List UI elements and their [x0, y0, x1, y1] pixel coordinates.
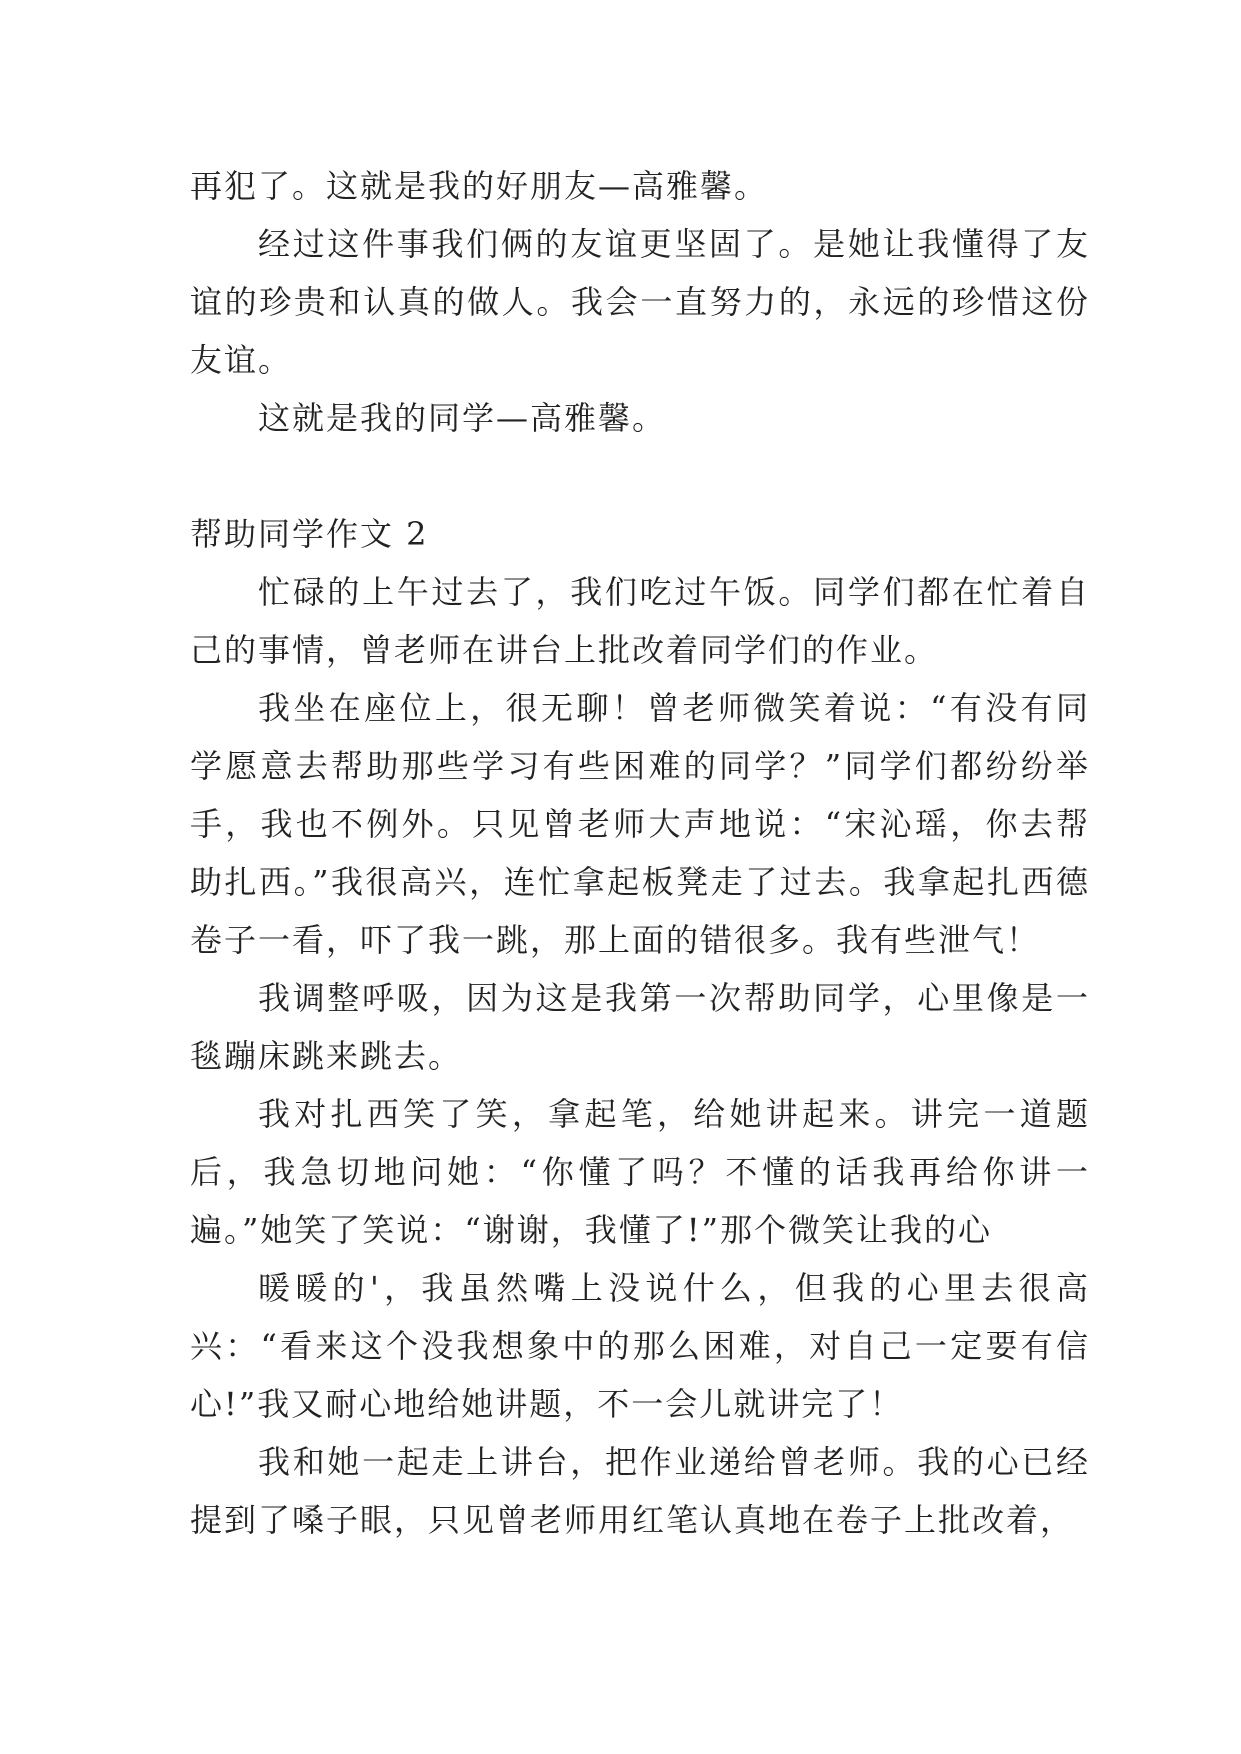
essay-title: 帮助同学作文 2	[190, 515, 429, 553]
paragraph: 这就是我的同学—高雅馨。	[258, 399, 667, 437]
paragraph: 暖暖的'，我虽然嘴上没说什么，但我的心里去很高兴：“看来这个没我想象中的那么困难，对自己一定要有信心!”我又耐心地给她讲题，不一会儿就讲完了！	[190, 1269, 1090, 1423]
paragraph: 忙碌的上午过去了，我们吃过午饭。同学们都在忙着自己的事情，曾老师在讲台上批改着同学们的作业。	[190, 573, 1090, 669]
paragraph: 我坐在座位上，很无聊！曾老师微笑着说：“有没有同学愿意去帮助那些学习有些困难的同学？”同学们都纷纷举手，我也不例外。只见曾老师大声地说：“宋沁瑶，你去帮助扎西。”我很高兴，连忙拿起板凳走了过去。我拿起扎西德卷子一看，吓了我一跳，那上面的错很多。我有些泄气！	[190, 689, 1090, 959]
paragraph: 我调整呼吸，因为这是我第一次帮助同学，心里像是一毯蹦床跳来跳去。	[190, 979, 1090, 1075]
paragraph: 我和她一起走上讲台，把作业递给曾老师。我的心已经提到了嗓子眼，只见曾老师用红笔认真地在卷子上批改着，	[190, 1443, 1090, 1539]
paragraph: 经过这件事我们俩的友谊更坚固了。是她让我懂得了友谊的珍贵和认真的做人。我会一直努力的，永远的珍惜这份友谊。	[190, 225, 1090, 379]
paragraph-continuation: 再犯了。这就是我的好朋友—高雅馨。	[190, 167, 769, 205]
paragraph: 我对扎西笑了笑，拿起笔，给她讲起来。讲完一道题后，我急切地问她：“你懂了吗？不懂的话我再给你讲一遍。”她笑了笑说：“谢谢，我懂了!”那个微笑让我的心	[190, 1095, 1090, 1249]
document-body	[190, 157, 1090, 1549]
